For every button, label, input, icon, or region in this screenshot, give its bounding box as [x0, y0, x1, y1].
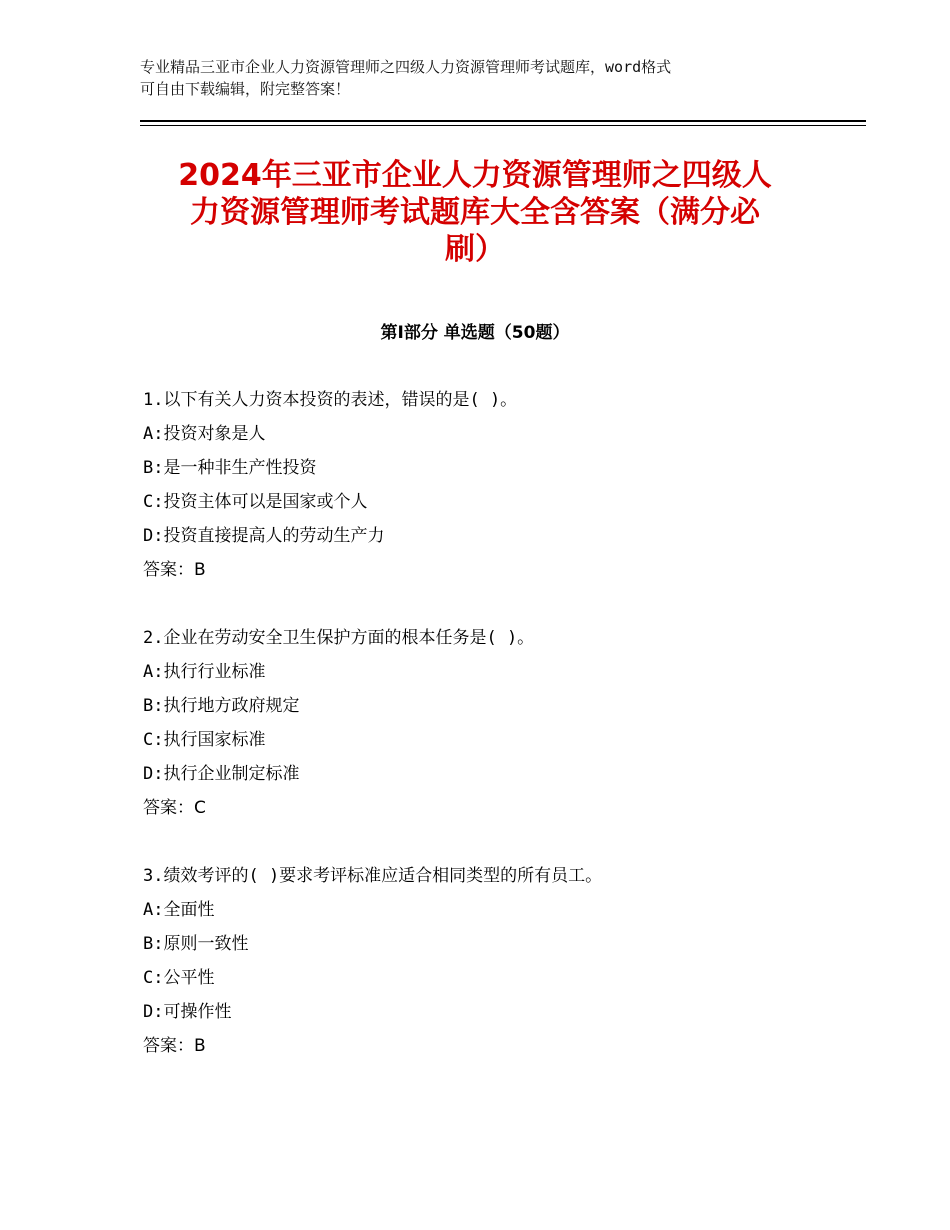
question-2	[143, 621, 843, 825]
header-divider-thick	[140, 120, 866, 122]
question-3	[143, 859, 843, 1063]
question-1	[143, 383, 843, 587]
title-line-3: 刷）	[445, 232, 505, 267]
question-stem: 3.绩效考评的( )要求考评标准应适合相同类型的所有员工。	[143, 866, 603, 886]
header-note-line-2: 可自由下载编辑，附完整答案！	[140, 80, 351, 98]
option-a: A:投资对象是人	[143, 424, 266, 444]
answer-key: 答案：C	[143, 798, 206, 818]
option-d: D:可操作性	[143, 1002, 232, 1022]
answer-key: 答案：B	[143, 1036, 206, 1056]
header-note-line-1: 专业精品三亚市企业人力资源管理师之四级人力资源管理师考试题库，word格式	[140, 58, 672, 76]
header-divider-thin	[140, 125, 866, 126]
header-note	[140, 56, 820, 100]
option-a: A:执行行业标准	[143, 662, 266, 682]
option-b: B:执行地方政府规定	[143, 696, 300, 716]
option-c: C:执行国家标准	[143, 730, 266, 750]
answer-key: 答案：B	[143, 560, 206, 580]
section-heading: 第Ⅰ部分 单选题（50题）	[380, 323, 570, 343]
option-b: B:是一种非生产性投资	[143, 458, 317, 478]
question-list	[143, 383, 843, 1097]
option-d: D:执行企业制定标准	[143, 764, 300, 784]
title-line-2: 力资源管理师考试题库大全含答案（满分必	[190, 195, 760, 230]
option-a: A:全面性	[143, 900, 215, 920]
option-d: D:投资直接提高人的劳动生产力	[143, 526, 385, 546]
title-line-1: 2024年三亚市企业人力资源管理师之四级人	[178, 158, 772, 193]
document-title	[120, 157, 830, 268]
option-b: B:原则一致性	[143, 934, 249, 954]
question-stem: 1.以下有关人力资本投资的表述，错误的是( )。	[143, 390, 518, 410]
option-c: C:投资主体可以是国家或个人	[143, 492, 368, 512]
option-c: C:公平性	[143, 968, 215, 988]
question-stem: 2.企业在劳动安全卫生保护方面的根本任务是( )。	[143, 628, 535, 648]
